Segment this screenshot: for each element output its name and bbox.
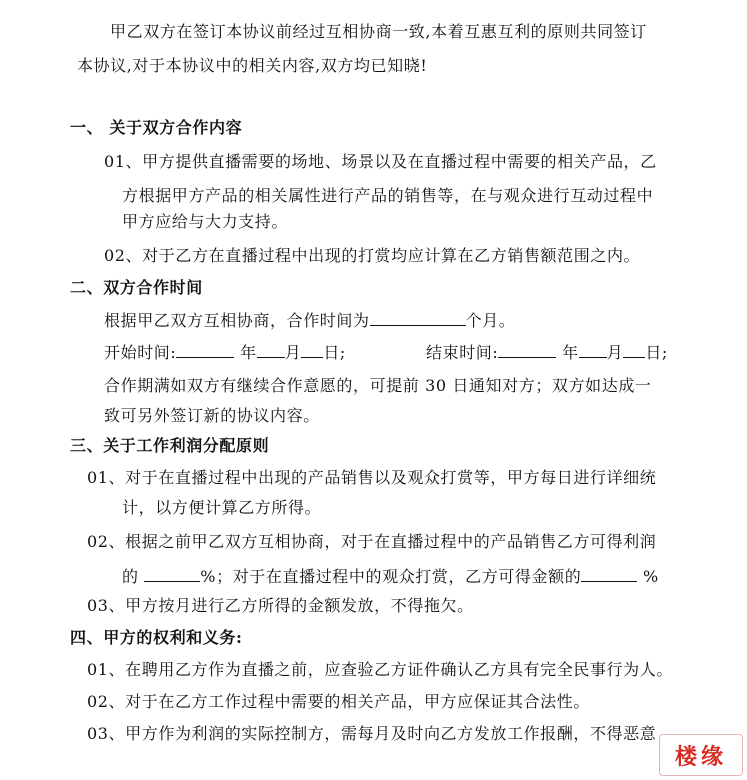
day-unit: 日; — [323, 343, 346, 362]
start-date-label: 开始时间: — [104, 343, 177, 362]
start-date-line — [104, 342, 346, 363]
watermark-logo — [659, 734, 743, 776]
end-day-blank[interactable] — [623, 342, 645, 358]
section-2-heading: 二、双方合作时间 — [70, 278, 203, 297]
start-year-blank[interactable] — [176, 342, 234, 358]
month-unit: 月 — [284, 343, 302, 362]
section-4-item-2: 02、对于在乙方工作过程中需要的相关产品，甲方应保证其合法性。 — [87, 692, 590, 711]
renewal-line-2: 致可另外签订新的协议内容。 — [104, 406, 320, 425]
profit-share-prefix: 的 — [122, 567, 139, 586]
section-4-item-1: 01、在聘用乙方作为直播之前，应查验乙方证件确认乙方具有完全民事行为人。 — [87, 660, 673, 679]
intro-line-1: 甲乙双方在签订本协议前经过互相协商一致,本着互惠互利的原则共同签订 — [110, 22, 647, 41]
sales-percent-blank[interactable] — [144, 566, 200, 582]
renewal-line-1: 合作期满如双方有继续合作意愿的，可提前 30 日通知对方；双方如达成一 — [104, 376, 652, 395]
month-unit: 月 — [606, 343, 624, 362]
section-4-item-3: 03、甲方作为利润的实际控制方，需每月及时向乙方发放工作报酬，不得恶意 — [87, 724, 657, 743]
watermark-text: 楼缘 — [674, 744, 727, 770]
end-date-label: 结束时间: — [426, 343, 499, 362]
section-1-heading: 一、 关于双方合作内容 — [70, 118, 243, 137]
end-year-blank[interactable] — [498, 342, 556, 358]
start-month-blank[interactable] — [257, 342, 285, 358]
end-month-blank[interactable] — [579, 342, 607, 358]
section-3-item-2-line-1: 02、根据之前甲乙双方互相协商，对于在直播过程中的产品销售乙方可得利润 — [87, 532, 657, 551]
section-3-item-1-line-1: 01、对于在直播过程中出现的产品销售以及观众打赏等，甲方每日进行详细统 — [87, 468, 657, 487]
profit-share-suffix: % — [643, 567, 659, 586]
start-day-blank[interactable] — [301, 342, 323, 358]
tips-percent-blank[interactable] — [581, 566, 637, 582]
profit-share-middle: %；对于在直播过程中的观众打赏，乙方可得金额的 — [200, 567, 582, 586]
profit-share-line — [122, 566, 659, 587]
section-1-item-1-line-2: 方根据甲方产品的相关属性进行产品的销售等，在与观众进行互动过程中 — [122, 186, 654, 205]
duration-suffix: 个月。 — [465, 311, 516, 330]
section-1-item-1-line-1: 01、甲方提供直播需要的场地、场景以及在直播过程中需要的相关产品，乙 — [104, 152, 657, 171]
day-unit: 日; — [645, 343, 668, 362]
section-3-item-3: 03、甲方按月进行乙方所得的金额发放，不得拖欠。 — [87, 596, 474, 615]
end-date-line — [426, 342, 668, 363]
intro-line-2: 本协议,对于本协议中的相关内容,双方均已知晓! — [77, 56, 428, 75]
cooperation-duration-line — [104, 310, 515, 331]
months-blank[interactable] — [370, 310, 466, 326]
year-unit: 年 — [240, 343, 257, 362]
duration-prefix: 根据甲乙双方互相协商，合作时间为 — [104, 311, 370, 330]
year-unit: 年 — [562, 343, 579, 362]
section-1-item-1-line-3: 甲方应给与大力支持。 — [122, 212, 289, 231]
section-3-heading: 三、关于工作利润分配原则 — [70, 436, 270, 455]
section-4-heading: 四、甲方的权利和义务: — [70, 628, 243, 647]
section-3-item-1-line-2: 计，以方便计算乙方所得。 — [122, 498, 322, 517]
section-1-item-2: 02、对于乙方在直播过程中出现的打赏均应计算在乙方销售额范围之内。 — [104, 246, 641, 265]
